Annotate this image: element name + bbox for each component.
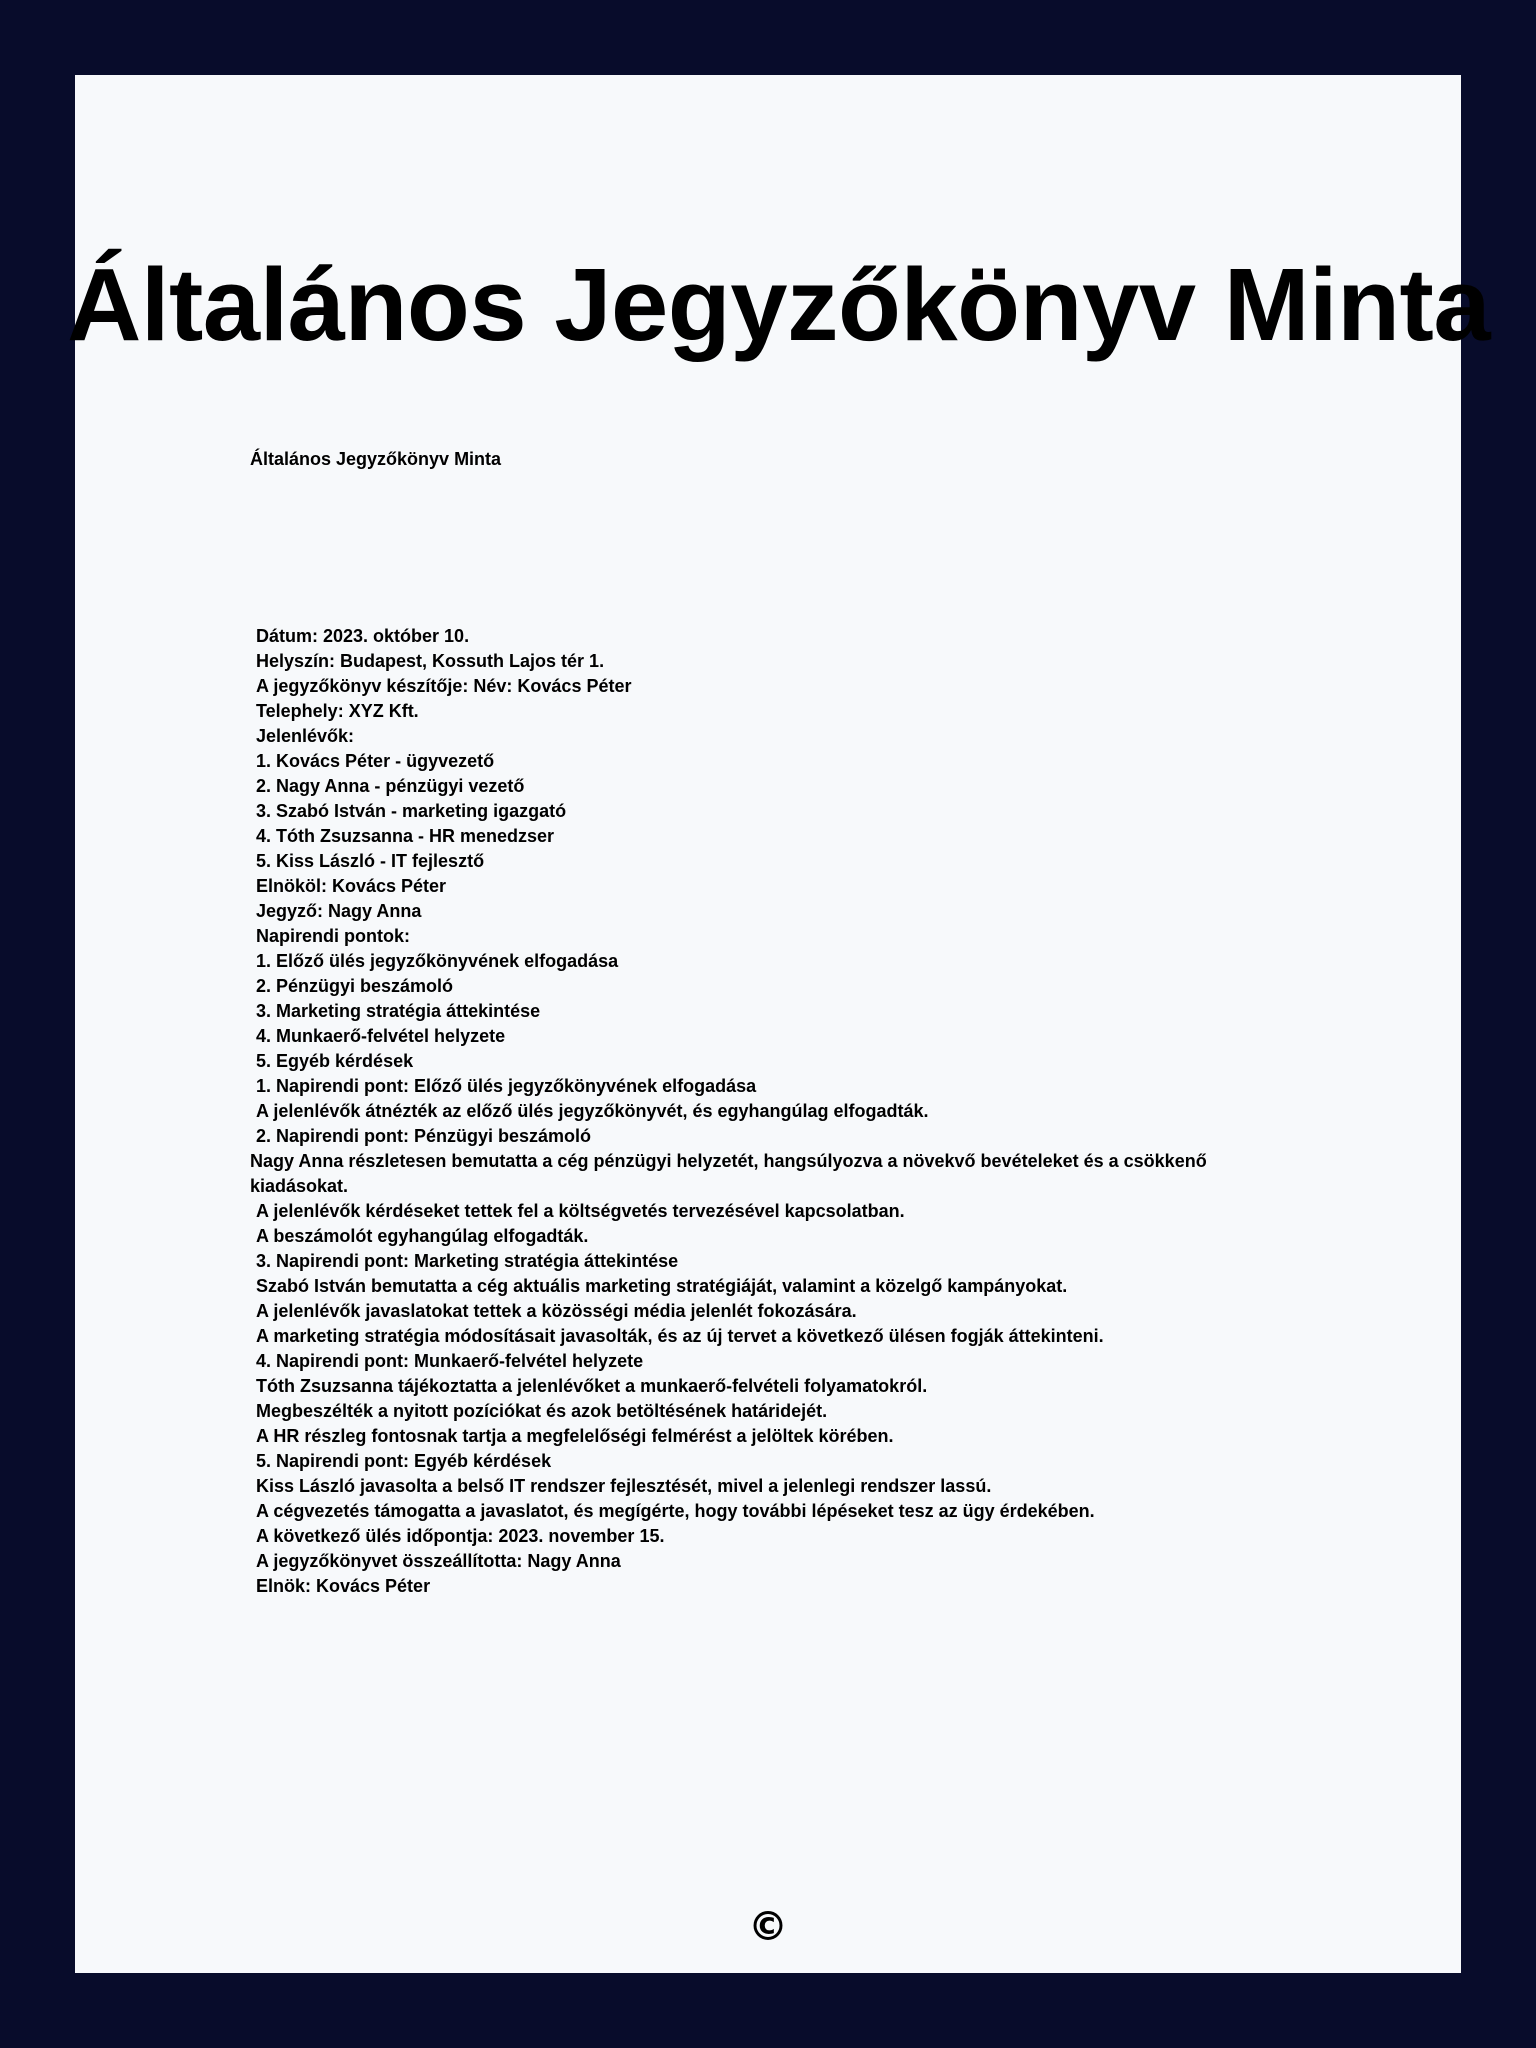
meeting-date: Dátum: 2023. október 10. [256,626,470,646]
agenda-item: 1. Előző ülés jegyzőkönyvének elfogadása [256,951,619,971]
compiled-by: A jegyzőkönyvet összeállította: Nagy Anna [256,1551,621,1571]
agenda-point-5-text: A cégvezetés támogatta a javaslatot, és megígérte, hogy további lépéseket tesz az ügy érdekében. [256,1501,1095,1521]
agenda-point-4-text: Megbeszélték a nyitott pozíciókat és azok betöltésének határidejét. [256,1401,828,1421]
agenda-point-1-text: A jelenlévők átnézték az előző ülés jegyzőkönyvét, és egyhangúlag elfogadták. [256,1101,929,1121]
agenda-item: 3. Marketing stratégia áttekintése [256,1001,541,1021]
agenda-item: 4. Munkaerő-felvétel helyzete [256,1026,506,1046]
document-subtitle: Általános Jegyzőkönyv Minta [250,449,502,469]
copyright-icon: © [748,1904,788,1950]
agenda-point-5-text: Kiss László javasolta a belső IT rendszer fejlesztését, mivel a jelenlegi rendszer lassú. [256,1476,992,1496]
agenda-point-4-heading: 4. Napirendi pont: Munkaerő-felvétel helyzete [256,1351,644,1371]
agenda-point-3-text: Szabó István bemutatta a cég aktuális marketing stratégiáját, valamint a közelgő kampányokat. [256,1276,1068,1296]
chair-signature: Elnök: Kovács Péter [256,1576,431,1596]
agenda-heading: Napirendi pontok: [256,926,410,946]
agenda-item: 5. Egyéb kérdések [256,1051,414,1071]
chairperson: Elnököl: Kovács Péter [256,876,447,896]
document-body [250,624,1300,1599]
agenda-point-3-text: A jelenlévők javaslatokat tettek a közösségi média jelenlét fokozására. [256,1301,857,1321]
attendee-item: 1. Kovács Péter - ügyvezető [256,751,495,771]
attendee-item: 3. Szabó István - marketing igazgató [256,801,567,821]
attendee-item: 2. Nagy Anna - pénzügyi vezető [256,776,525,796]
minutes-author: A jegyzőkönyv készítője: Név: Kovács Péter [256,676,632,696]
attendees-heading: Jelenlévők: [256,726,355,746]
agenda-point-1-heading: 1. Napirendi pont: Előző ülés jegyzőkönyvének elfogadása [256,1076,757,1096]
agenda-point-4-text: A HR részleg fontosnak tartja a megfelelőségi felmérést a jelöltek körében. [256,1426,894,1446]
attendee-item: 5. Kiss László - IT fejlesztő [256,851,485,871]
agenda-item: 2. Pénzügyi beszámoló [256,976,454,996]
next-meeting-date: A következő ülés időpontja: 2023. november 15. [256,1526,665,1546]
agenda-point-2-text: A beszámolót egyhangúlag elfogadták. [256,1226,589,1246]
secretary: Jegyző: Nagy Anna [256,901,422,921]
agenda-point-2-heading: 2. Napirendi pont: Pénzügyi beszámoló [256,1126,592,1146]
agenda-point-2-text: Nagy Anna részletesen bemutatta a cég pénzügyi helyzetét, hangsúlyozva a növekvő bevételeket és a csökkenő kiadásokat. [250,1151,1207,1196]
company-site: Telephely: XYZ Kft. [256,701,419,721]
document-page [67,75,1491,1973]
attendee-item: 4. Tóth Zsuzsanna - HR menedzser [256,826,555,846]
agenda-point-3-heading: 3. Napirendi pont: Marketing stratégia áttekintése [256,1251,679,1271]
page-title: Általános Jegyzőkönyv Minta [67,247,1491,362]
agenda-point-3-text: A marketing stratégia módosításait javasolták, és az új tervet a következő ülésen fogják áttekinteni. [256,1326,1104,1346]
meeting-location: Helyszín: Budapest, Kossuth Lajos tér 1. [256,651,605,671]
agenda-point-5-heading: 5. Napirendi pont: Egyéb kérdések [256,1451,552,1471]
agenda-point-2-text: A jelenlévők kérdéseket tettek fel a költségvetés tervezésével kapcsolatban. [256,1201,905,1221]
agenda-point-4-text: Tóth Zsuzsanna tájékoztatta a jelenlévőket a munkaerő-felvételi folyamatokról. [256,1376,928,1396]
